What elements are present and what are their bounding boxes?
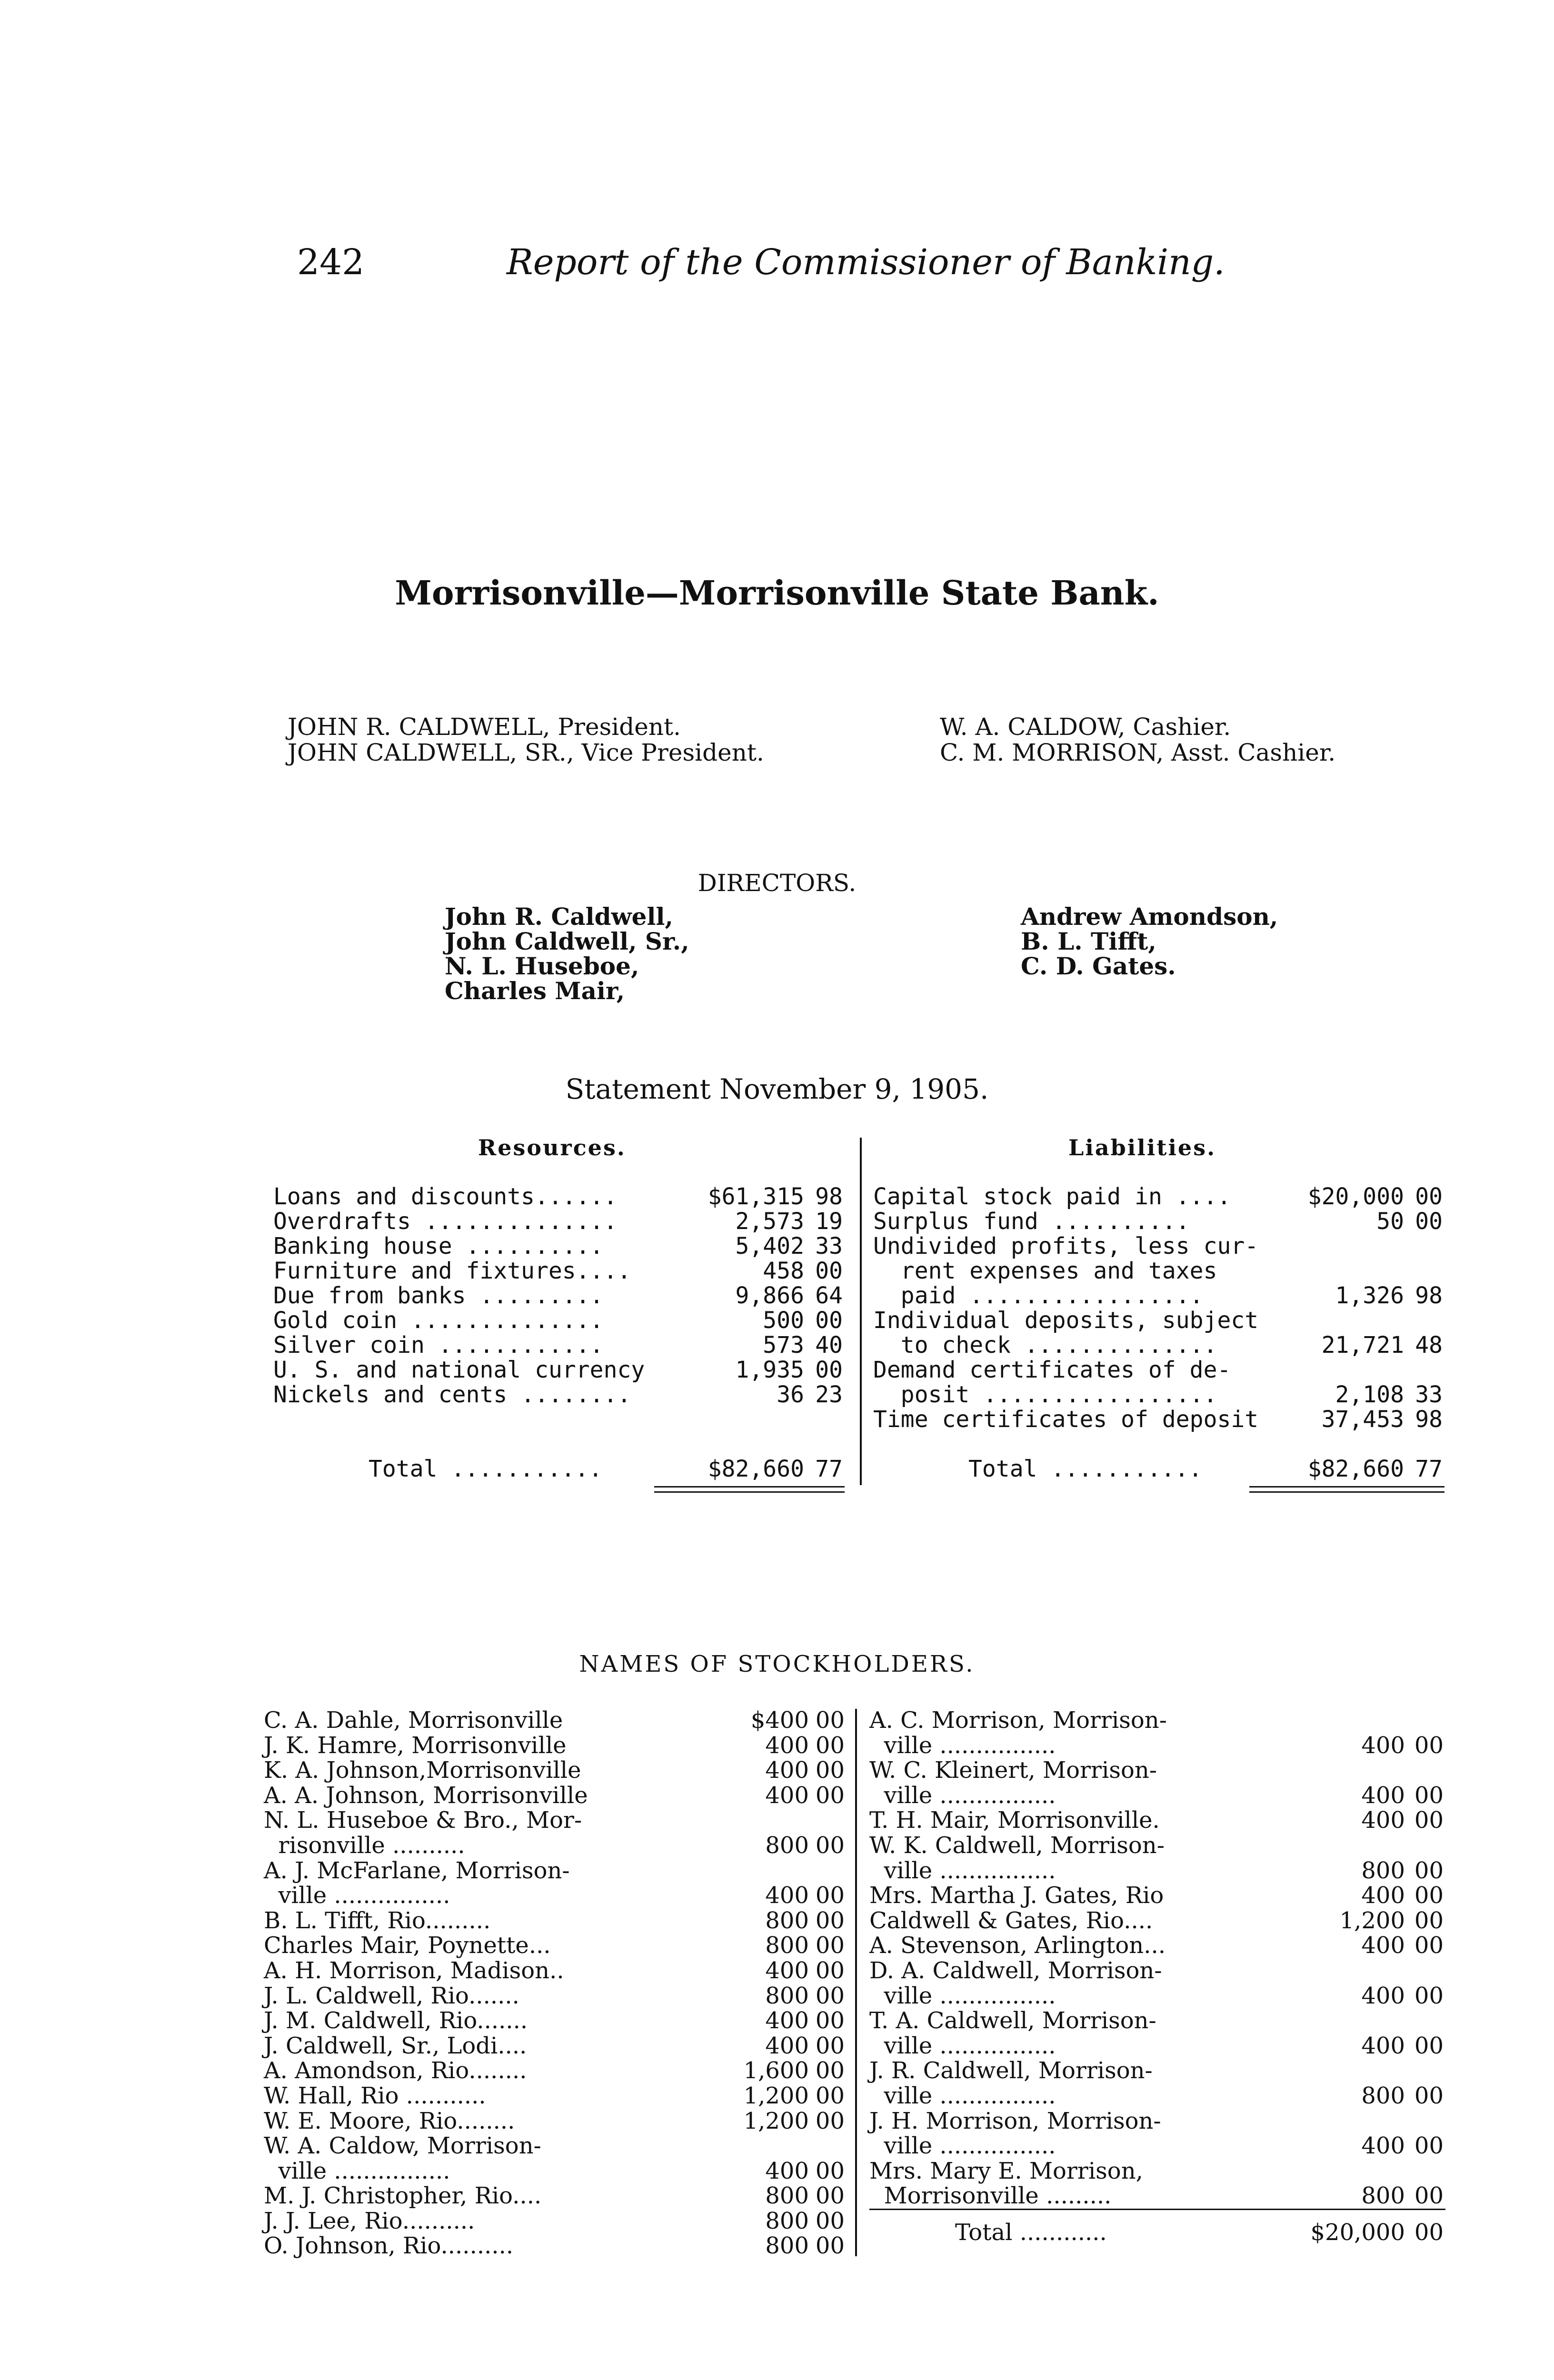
director-name: Andrew Amondson, [1021,902,1278,931]
row-cents: 64 [815,1282,843,1309]
stockholders-divider [855,1709,857,2256]
ledger-row [869,1958,1445,1983]
row-label: Individual deposits, subject [873,1307,1259,1334]
row-label: Overdrafts .............. [273,1208,618,1235]
ledger-row [264,2159,849,2184]
row-cents: 77 [1415,1456,1443,1482]
row-dollars: $400 [750,1707,809,1734]
row-dollars: 800 [1361,1857,1405,1884]
row-dollars: 1,200 [743,2082,809,2109]
row-dollars: 400 [1361,2132,1405,2160]
row-cents: 00 [815,2007,845,2034]
row-dollars: 400 [1361,1732,1405,1759]
ledger-row [873,1407,1444,1432]
row-dollars: 400 [1361,1807,1405,1834]
row-dollars: 573 [763,1332,804,1359]
row-dollars: $20,000 [1307,1183,1404,1210]
row-dollars: $20,000 [1310,2219,1405,2246]
ledger-row [273,1283,845,1308]
ledger-row [264,2209,849,2234]
director-name: B. L. Tifft, [1021,927,1156,955]
row-label: Demand certificates of de- [873,1357,1231,1383]
officers-left [288,714,764,765]
director-name: C. D. Gates. [1021,952,1176,980]
row-dollars: 1,600 [743,2057,809,2084]
row-dollars: 9,866 [735,1282,804,1309]
ledger-row [273,1209,845,1234]
ledger-row [869,1758,1445,1783]
ledger-row [264,2058,849,2083]
row-dollars: 400 [765,2032,809,2059]
ledger-row [869,1883,1445,1908]
ledger-row [873,1382,1444,1407]
row-label: rent expenses and taxes [873,1258,1217,1284]
row-cents: 98 [1415,1282,1443,1309]
liabilities-table [873,1184,1444,1432]
row-label: A. H. Morrison, Madison.. [264,1957,564,1984]
row-cents: 00 [1414,1882,1444,1909]
ledger-row [869,2159,1445,2184]
column-divider [860,1138,862,1485]
row-label: B. L. Tifft, Rio......... [264,1907,491,1934]
ledger-row [873,1308,1444,1333]
row-label: Undivided profits, less cur- [873,1233,1259,1259]
row-label: M. J. Christopher, Rio.... [264,2182,542,2210]
row-label: Nickels and cents ........ [273,1381,631,1408]
row-cents: 00 [1414,1732,1444,1759]
page-number: 242 [297,242,365,283]
row-label: Silver coin ............ [273,1332,604,1359]
row-cents: 00 [815,1907,845,1934]
row-label: C. A. Dahle, Morrisonville [264,1707,563,1734]
statement-heading: Statement November 9, 1905. [565,1073,989,1105]
stockholders-right [869,1708,1445,2209]
row-label: to check .............. [873,1332,1217,1359]
row-label: ville ................ [264,2157,450,2184]
ledger-row [873,1259,1444,1283]
ledger-row [264,2008,849,2033]
row-cents: 00 [815,1732,845,1759]
row-cents: 00 [815,1832,845,1859]
ledger-row [264,1883,849,1908]
row-dollars: 1,935 [735,1357,804,1383]
row-cents: 33 [815,1233,843,1259]
ledger-row [264,1908,849,1934]
row-cents: 00 [1414,1807,1444,1834]
row-dollars: 400 [1361,1932,1405,1959]
ledger-row [873,1333,1444,1358]
row-dollars: 500 [763,1307,804,1334]
row-cents: 00 [815,2082,845,2109]
ledger-row [869,1808,1445,1833]
ledger-row [264,1858,849,1884]
row-cents: 19 [815,1208,843,1235]
row-cents: 00 [1415,1183,1443,1210]
row-cents: 00 [1414,1932,1444,1959]
row-cents: 40 [815,1332,843,1359]
director-name: John Caldwell, Sr., [445,927,689,955]
row-label: ville ................ [869,2032,1056,2059]
row-dollars: $82,660 [707,1456,804,1482]
row-dollars: 37,453 [1321,1406,1404,1433]
liabilities-total-rule [1249,1486,1444,1493]
ledger-row [264,2233,849,2259]
row-cents: 00 [815,2182,845,2210]
row-label: J. J. Lee, Rio.......... [264,2207,475,2234]
row-label: posit ................. [873,1381,1217,1408]
row-label: W. C. Kleinert, Morrison- [869,1757,1157,1784]
row-dollars: 800 [1361,2082,1405,2109]
row-cents: 00 [815,1932,845,1959]
row-label: Loans and discounts...... [273,1183,618,1210]
ledger-row [273,1308,845,1333]
resources-total [273,1457,845,1481]
ledger-row [273,1358,845,1382]
row-dollars: $61,315 [707,1183,804,1210]
resources-total-rule [654,1486,845,1493]
row-label: Total ........... [369,1456,603,1482]
ledger-row [869,1908,1445,1934]
liabilities-total [873,1457,1444,1481]
bank-title: Morrisonville—Morrisonville State Bank. [395,573,1159,613]
row-cents: 00 [815,1357,843,1383]
ledger-row [869,1983,1445,2009]
row-dollars: 1,326 [1335,1282,1404,1309]
row-dollars: 400 [765,1757,809,1784]
row-dollars: 800 [765,1907,809,1934]
ledger-row [273,1382,845,1407]
ledger-row [264,1958,849,1983]
ledger-row [264,2083,849,2109]
ledger-row [264,1933,849,1958]
row-label: J. M. Caldwell, Rio....... [264,2007,528,2034]
row-label: J. H. Morrison, Morrison- [869,2107,1161,2134]
row-dollars: 800 [765,1932,809,1959]
ledger-row [264,1808,849,1833]
row-dollars: 458 [763,1258,804,1284]
row-cents: 00 [815,1982,845,2009]
row-label: ville ................ [869,2132,1056,2160]
stockholders-total [869,2220,1445,2245]
officer-asst-cashier: C. M. MORRISON, Asst. Cashier. [940,739,1336,766]
row-cents: 00 [1414,2082,1444,2109]
row-label: ville ................ [869,1732,1056,1759]
stockholders-heading: NAMES OF STOCKHOLDERS. [579,1651,975,1677]
officer-cashier: W. A. CALDOW, Cashier. [940,713,1231,741]
resources-heading: Resources. [478,1135,626,1160]
director-name: Charles Mair, [445,977,625,1005]
row-dollars: 400 [1361,2032,1405,2059]
row-cents: 00 [1414,2182,1444,2210]
ledger-row [264,1983,849,2009]
row-cents: 00 [1415,1208,1443,1235]
row-label: Gold coin .............. [273,1307,604,1334]
ledger-row [264,2183,849,2209]
ledger-row [873,1184,1444,1209]
row-dollars: 2,108 [1335,1381,1404,1408]
row-cents: 00 [815,1258,843,1284]
ledger-row [869,2133,1445,2159]
row-label: J. R. Caldwell, Morrison- [869,2057,1153,2084]
row-dollars: 800 [765,2182,809,2210]
row-label: J. K. Hamre, Morrisonville [264,1732,567,1759]
liabilities-heading: Liabilities. [1068,1135,1216,1160]
row-dollars: 400 [765,1882,809,1909]
ledger-row [869,2109,1445,2134]
total-row [869,2220,1445,2245]
row-dollars: 400 [1361,1782,1405,1809]
row-label: J. L. Caldwell, Rio....... [264,1982,519,2009]
row-label: T. H. Mair, Morrisonville. [869,1807,1160,1834]
row-label: A. J. McFarlane, Morrison- [264,1857,570,1884]
row-dollars: 5,402 [735,1233,804,1259]
row-cents: 00 [815,1882,845,1909]
row-cents: 00 [815,1757,845,1784]
row-label: Due from banks ......... [273,1282,604,1309]
row-dollars: 36 [777,1381,804,1408]
row-cents: 77 [815,1456,843,1482]
row-label: Surplus fund .......... [873,1208,1190,1235]
ledger-row [869,2008,1445,2033]
row-label: Capital stock paid in .... [873,1183,1231,1210]
officer-vice-president: JOHN CALDWELL, SR., Vice President. [288,739,764,766]
row-cents: 00 [815,1782,845,1809]
ledger-row [273,1234,845,1259]
row-label: W. A. Caldow, Morrison- [264,2132,541,2160]
row-label: ville ................ [869,1782,1056,1809]
row-label: Total ........... [968,1456,1203,1482]
ledger-row [869,1933,1445,1958]
row-label: Banking house .......... [273,1233,604,1259]
row-label: A. Amondson, Rio........ [264,2057,527,2084]
directors-right [1021,904,1278,979]
ledger-row [869,1708,1445,1733]
row-dollars: 21,721 [1321,1332,1404,1359]
row-cents: 00 [815,2232,845,2260]
ledger-row [273,1259,845,1283]
row-label: ville ................ [869,2082,1056,2109]
row-dollars: 800 [765,2207,809,2234]
row-label: Mrs. Mary E. Morrison, [869,2157,1143,2184]
row-dollars: 50 [1376,1208,1404,1235]
row-dollars: 400 [1361,1982,1405,2009]
row-cents: 00 [815,2032,845,2059]
stockholders-total-rule [869,2209,1445,2210]
row-label: W. Hall, Rio ........... [264,2082,486,2109]
row-label: D. A. Caldwell, Morrison- [869,1957,1162,1984]
row-cents: 23 [815,1381,843,1408]
ledger-row [264,2109,849,2134]
row-cents: 98 [815,1183,843,1210]
ledger-row [869,2058,1445,2083]
directors-heading: DIRECTORS. [697,869,857,897]
stockholders-left [264,1708,849,2259]
row-dollars: 1,200 [743,2107,809,2134]
row-label: T. A. Caldwell, Morrison- [869,2007,1156,2034]
ledger-row [264,1708,849,1733]
running-title: Report of the Commissioner of Banking. [507,242,1225,283]
row-label: Charles Mair, Poynette... [264,1932,551,1959]
row-dollars: 800 [765,2232,809,2260]
row-cents: 00 [1414,1982,1444,2009]
row-label: W. E. Moore, Rio........ [264,2107,515,2134]
ledger-row [264,2133,849,2159]
row-cents: 00 [1414,1782,1444,1809]
ledger-row [264,1758,849,1783]
row-cents: 00 [1414,2032,1444,2059]
row-cents: 00 [1414,2132,1444,2160]
row-cents: 48 [1415,1332,1443,1359]
directors-left [445,904,689,1003]
row-dollars: $82,660 [1307,1456,1404,1482]
row-dollars: 400 [765,1957,809,1984]
ledger-row [869,2183,1445,2209]
row-cents: 98 [1415,1406,1443,1433]
ledger-row [869,2033,1445,2059]
ledger-row [869,1833,1445,1858]
director-name: N. L. Huseboe, [445,952,639,980]
row-label: W. K. Caldwell, Morrison- [869,1832,1165,1859]
row-dollars: 800 [1361,2182,1405,2210]
row-dollars: 400 [765,2007,809,2034]
row-label: O. Johnson, Rio.......... [264,2232,514,2260]
row-label: U. S. and national currency [273,1357,645,1383]
ledger-row [869,1733,1445,1758]
ledger-row [873,1209,1444,1234]
row-label: ville ................ [264,1882,450,1909]
row-label: paid ................. [873,1282,1204,1309]
total-row [273,1457,845,1481]
row-label: Morrisonville ......... [869,2182,1112,2210]
ledger-row [273,1333,845,1358]
row-label: A. Stevenson, Arlington... [869,1932,1166,1959]
ledger-row [264,1833,849,1858]
row-dollars: 400 [1361,1882,1405,1909]
ledger-row [264,2033,849,2059]
ledger-row [869,2083,1445,2109]
ledger-row [264,1783,849,1808]
resources-table [273,1184,845,1407]
row-cents: 00 [815,1957,845,1984]
row-label: ville ................ [869,1857,1056,1884]
row-label: N. L. Huseboe & Bro., Mor- [264,1807,582,1834]
row-label: risonville .......... [264,1832,465,1859]
row-label: J. Caldwell, Sr., Lodi.... [264,2032,527,2059]
row-cents: 33 [1415,1381,1443,1408]
row-label: Caldwell & Gates, Rio.... [869,1907,1153,1934]
ledger-row [264,1733,849,1758]
row-cents: 00 [815,2057,845,2084]
row-label: A. A. Johnson, Morrisonville [264,1782,588,1809]
row-dollars: 400 [765,1732,809,1759]
row-dollars: 400 [765,2157,809,2184]
row-dollars: 800 [765,1982,809,2009]
row-label: Total ............ [955,2219,1107,2246]
row-label: Time certificates of deposit [873,1406,1259,1433]
row-label: A. C. Morrison, Morrison- [869,1707,1167,1734]
total-row [873,1457,1444,1481]
row-cents: 00 [1414,1857,1444,1884]
row-label: ville ................ [869,1982,1056,2009]
row-cents: 00 [815,2207,845,2234]
row-dollars: 2,573 [735,1208,804,1235]
officers-right [940,714,1335,765]
row-dollars: 800 [765,1832,809,1859]
row-dollars: 400 [765,1782,809,1809]
ledger-row [273,1184,845,1209]
ledger-row [869,1783,1445,1808]
director-name: John R. Caldwell, [445,902,673,931]
row-cents: 00 [815,2107,845,2134]
row-label: Mrs. Martha J. Gates, Rio [869,1882,1164,1909]
ledger-row [873,1283,1444,1308]
row-cents: 00 [815,2157,845,2184]
row-cents: 00 [815,1707,845,1734]
row-cents: 00 [1414,1907,1444,1934]
row-label: Furniture and fixtures.... [273,1258,631,1284]
ledger-row [869,1858,1445,1884]
row-dollars: 1,200 [1339,1907,1405,1934]
row-cents: 00 [815,1307,843,1334]
officer-president: JOHN R. CALDWELL, President. [288,713,681,741]
row-cents: 00 [1414,2219,1444,2246]
row-label: K. A. Johnson,Morrisonville [264,1757,581,1784]
ledger-row [873,1358,1444,1382]
ledger-row [873,1234,1444,1259]
